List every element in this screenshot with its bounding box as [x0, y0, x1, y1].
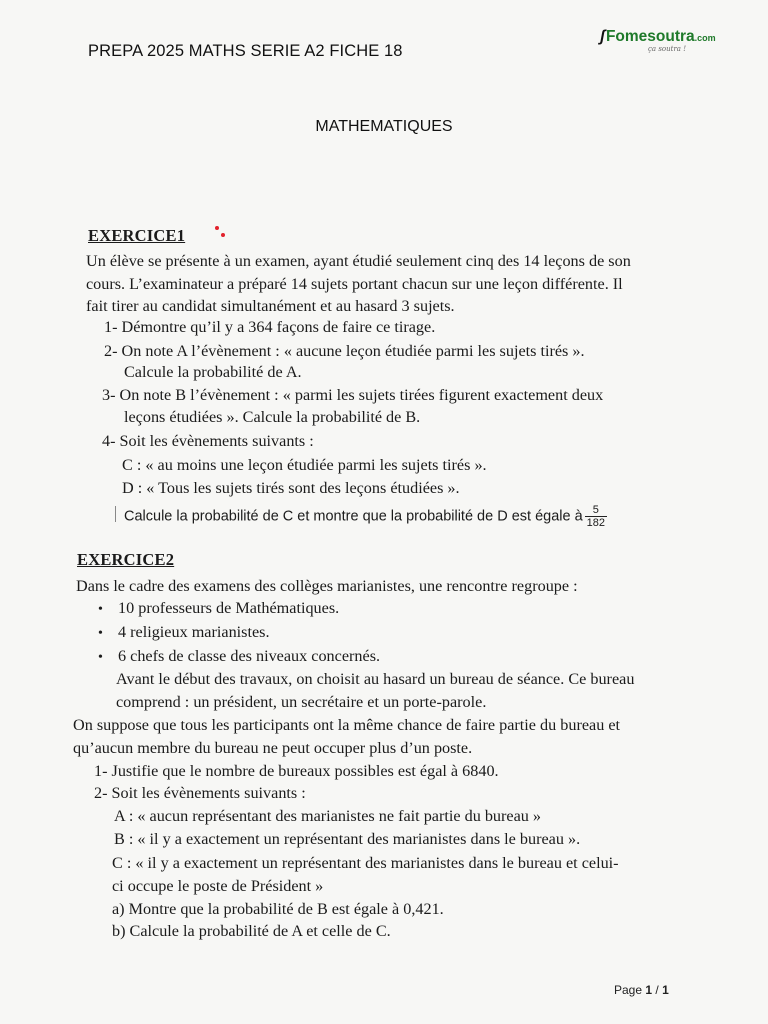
exercise2-heading: EXERCICE2 [77, 550, 175, 569]
fraction-5-over-182 [585, 504, 607, 529]
bullet-icon: • [98, 626, 103, 641]
bullet-item-text: 4 religieux marianistes. [118, 623, 270, 641]
exercise1-heading: EXERCICE1 [88, 226, 186, 245]
bullet-item-text: 6 chefs de classe des niveaux concernés. [118, 647, 381, 665]
exercise2-continuation-line: Avant le début des travaux, on choisit au hasard un bureau de séance. Ce bureau [116, 670, 635, 688]
exercise1-question-1: 1- Démontre qu’il y a 364 façons de faire ce tirage. [104, 318, 436, 336]
bullet-item [98, 645, 380, 669]
sub-question-b: b) Calcule la probabilité de A et celle de C. [112, 922, 391, 940]
fraction-denominator: 182 [586, 517, 605, 529]
fraction-numerator: 5 [585, 504, 607, 517]
exercise1-intro-line: cours. L’examinateur a préparé 14 sujets portant chacun sur une leçon différente. Il [86, 275, 623, 293]
text-cursor-mark [115, 506, 116, 522]
logo-name: Fomesoutra [605, 28, 695, 45]
event-b-definition: B : « il y a exactement un représentant des marianistes dans le bureau ». [114, 830, 581, 848]
exercise1-question-4: 4- Soit les évènements suivants : [102, 432, 314, 450]
exercise2-assumption-line: qu’aucun membre du bureau ne peut occuper plus d’un poste. [73, 739, 473, 757]
exercise1-intro-line: Un élève se présente à un examen, ayant étudié seulement cinq des 14 leçons de son [86, 252, 631, 270]
page-current: 1 [645, 983, 653, 997]
logo-swoosh-icon: ʃ [600, 28, 605, 45]
exercise2-question-2: 2- Soit les évènements suivants : [94, 784, 306, 802]
red-dot [221, 233, 225, 237]
exercise1-question-2-cont: Calcule la probabilité de A. [124, 363, 302, 381]
bullet-item [98, 597, 339, 621]
exercise1-question-3-cont: leçons étudiées ». Calcule la probabilité de B. [124, 408, 421, 426]
page-total: 1 [662, 983, 669, 997]
logo-suffix: .com [694, 33, 716, 43]
page-separator: / [655, 983, 659, 997]
exercise2-intro: Dans le cadre des examens des collèges marianistes, une rencontre regroupe : [76, 577, 578, 595]
exercise1-intro-line: fait tirer au candidat simultanément et au hasard 3 sujets. [86, 297, 455, 315]
bullet-item-text: 10 professeurs de Mathématiques. [118, 599, 340, 617]
event-a-definition: A : « aucun représentant des marianistes ne fait partie du bureau » [114, 807, 542, 825]
page-number [614, 983, 669, 997]
event-d-definition: D : « Tous les sujets tirés sont des leçons étudiées ». [122, 479, 460, 497]
page-label: Page [614, 983, 643, 997]
red-dot [215, 226, 219, 230]
logo-wordmark [600, 28, 716, 46]
sub-question-a: a) Montre que la probabilité de B est égale à 0,421. [112, 900, 444, 918]
subject-title: MATHEMATIQUES [315, 118, 453, 135]
document-title: PREPA 2025 MATHS SERIE A2 FICHE 18 [88, 42, 403, 60]
bullet-icon: • [98, 650, 103, 665]
event-c-definition-cont: ci occupe le poste de Président » [112, 877, 324, 895]
fomesoutra-logo [600, 28, 730, 64]
bullet-item [98, 621, 270, 645]
logo-tagline: ça soutra ! [648, 45, 687, 53]
question-4-final-text: Calcule la probabilité de C et montre que la probabilité de D est égale à [124, 508, 583, 525]
exercise1-question-3: 3- On note B l’évènement : « parmi les sujets tirées figurent exactement deux [102, 386, 604, 404]
exercise1-question-4-final [115, 504, 607, 529]
event-c-definition: C : « au moins une leçon étudiée parmi les sujets tirés ». [122, 456, 487, 474]
exercise1-question-2: 2- On note A l’évènement : « aucune leçon étudiée parmi les sujets tirés ». [104, 342, 585, 360]
event-c-definition: C : « il y a exactement un représentant des marianistes dans le bureau et celui- [112, 854, 619, 872]
exercise2-question-1: 1- Justifie que le nombre de bureaux possibles est égal à 6840. [94, 762, 499, 780]
exercise2-assumption-line: On suppose que tous les participants ont la même chance de faire partie du bureau et [73, 716, 621, 734]
bullet-icon: • [98, 602, 103, 617]
exercise2-continuation-line: comprend : un président, un secrétaire et un porte-parole. [116, 693, 487, 711]
